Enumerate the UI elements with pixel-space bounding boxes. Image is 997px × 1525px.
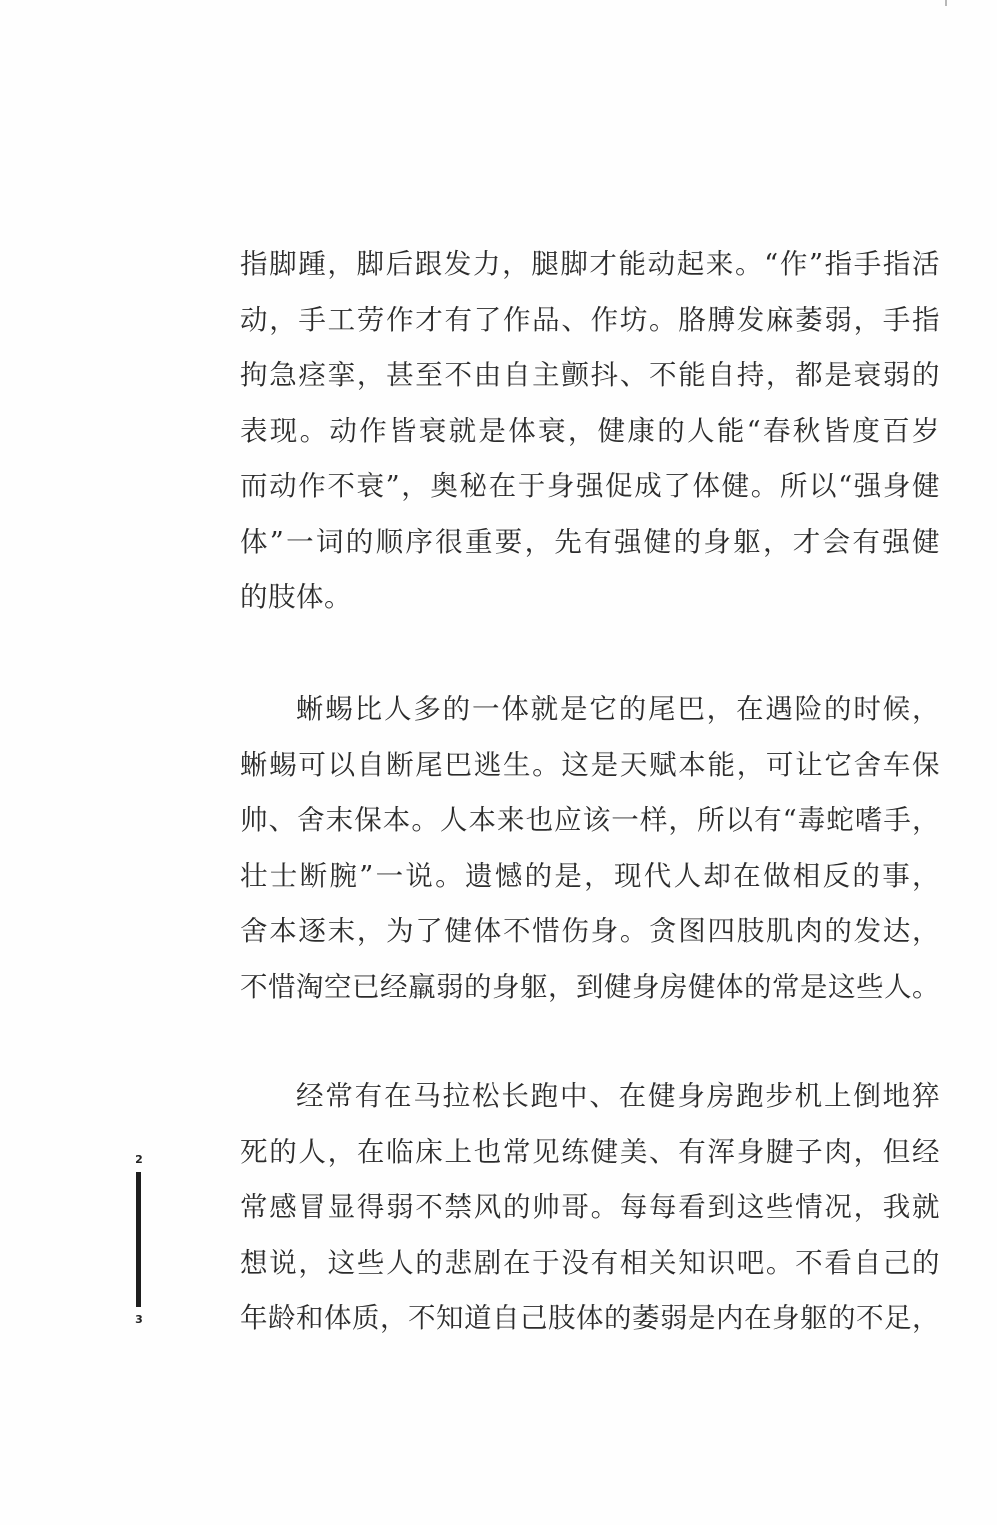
page-number-left: 2	[135, 1153, 143, 1166]
page-divider-bar	[136, 1172, 141, 1307]
text-line: 死的人，在临床上也常见练健美、有浑身腱子肉，但经	[240, 1135, 940, 1168]
text-line: 拘急痉挛，甚至不由自主颤抖、不能自持，都是衰弱的	[240, 359, 940, 391]
page-number-marker	[128, 1150, 150, 1330]
text-line: 蜥蜴比人多的一体就是它的尾巴，在遇险的时候，	[296, 693, 940, 725]
text-line: 舍本逐末，为了健体不惜伤身。贪图四肢肌肉的发达，	[240, 915, 940, 947]
text-line: 的肢体。	[240, 581, 352, 613]
paragraph-3	[240, 1069, 940, 1347]
page-number-right: 3	[135, 1313, 143, 1326]
text-line: 想说，这些人的悲剧在于没有相关知识吧。不看自己的	[240, 1246, 940, 1279]
text-line: 帅、舍末保本。人本来也应该一样，所以有“毒蛇嗜手，	[240, 804, 940, 836]
text-line: 动，手工劳作才有了作品、作坊。胳膊发麻萎弱，手指	[240, 303, 940, 336]
text-line: 指脚踵，脚后跟发力，腿脚才能动起来。“作”指手指活	[240, 248, 940, 280]
text-line: 蜥蜴可以自断尾巴逃生。这是天赋本能，可让它舍车保	[240, 748, 940, 781]
text-line: 不惜淘空已经羸弱的身躯，到健身房健体的常是这些人。	[240, 970, 940, 1003]
text-line: 而动作不衰”，奥秘在于身强促成了体健。所以“强身健	[240, 470, 940, 502]
text-line: 年龄和体质，不知道自己肢体的萎弱是内在身躯的不足，	[240, 1302, 940, 1334]
scan-edge-mark	[945, 0, 947, 6]
text-line: 常感冒显得弱不禁风的帅哥。每每看到这些情况，我就	[240, 1191, 940, 1223]
text-line: 经常有在马拉松长跑中、在健身房跑步机上倒地猝	[296, 1080, 940, 1112]
text-line: 表现。动作皆衰就是体衰，健康的人能“春秋皆度百岁	[240, 414, 940, 447]
paragraph-1	[240, 237, 940, 626]
paragraph-2	[240, 682, 940, 1015]
text-line: 体”一词的顺序很重要，先有强健的身躯，才会有强健	[240, 525, 940, 558]
text-line: 壮士断腕”一说。遗憾的是，现代人却在做相反的事，	[240, 859, 940, 892]
